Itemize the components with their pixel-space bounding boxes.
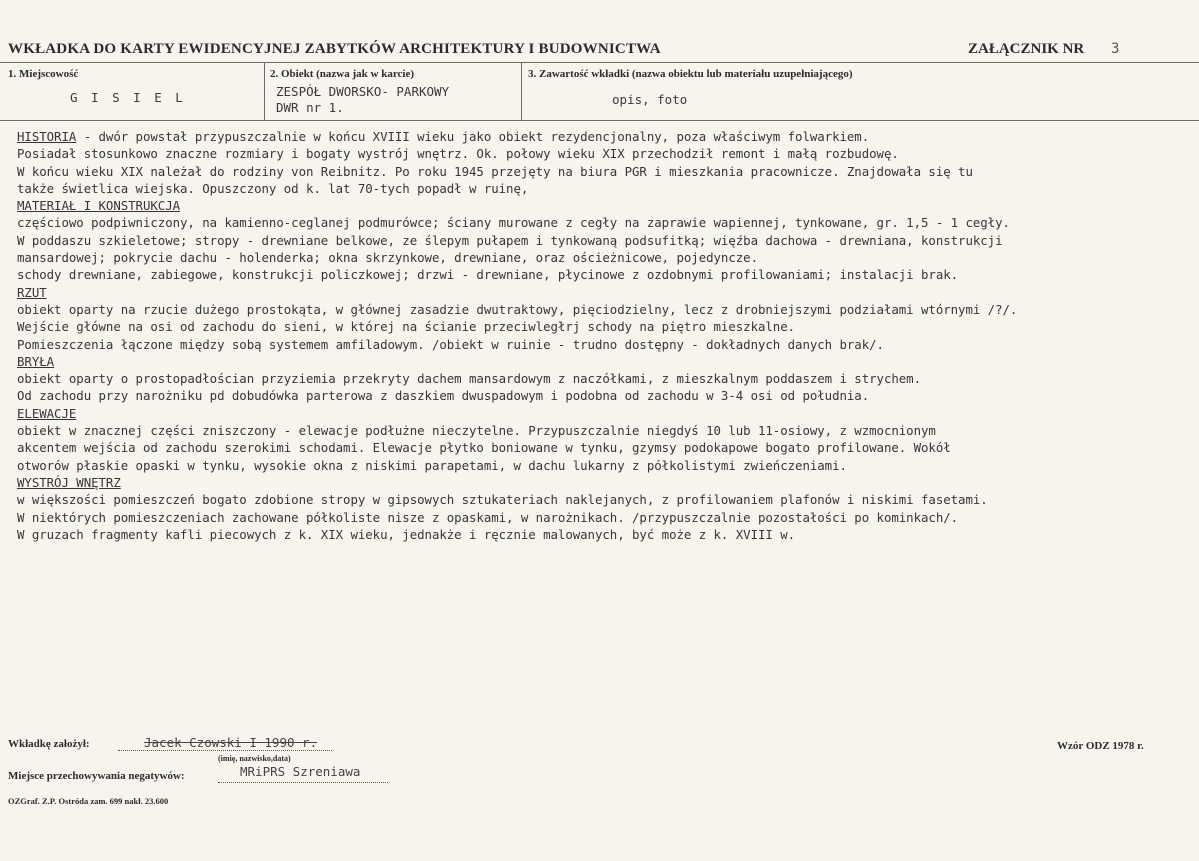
attachment-number: 3	[1111, 41, 1120, 57]
historia-line-2: Posiadał stosunkowo znaczne rozmiary i bogaty wystrój wnętrz. Ok. połowy wieku XIX przechodził remont i małą rozbudowę.	[17, 146, 899, 162]
elewacje-line-3: otworów płaskie opaski w tynku, wysokie okna z niskimi parapetami, w dachu lukarny z półkolistymi zwieńczeniami.	[17, 457, 847, 473]
storage-value: MRiPRS Szreniawa	[240, 764, 361, 779]
form-title: WKŁADKA DO KARTY EWIDENCYJNEJ ZABYTKÓW ARCHITEKTURY I BUDOWNICTWA	[8, 41, 661, 57]
founded-dotted-line	[118, 750, 332, 751]
form-model: Wzór ODZ 1978 r.	[1057, 740, 1144, 752]
field-divider-2	[521, 62, 522, 120]
elewacje-line-2: akcentem wejścia od zachodu szerokimi schodami. Elewacje płytko boniowane w tynku, gzymsy podokapowe bogato profilowane. Wokół	[17, 440, 951, 456]
wystroj-line-3: W gruzach fragmenty kafli piecowych z k. XIX wieku, jednakże i ręcznie malowanych, być może z k. XVIII w.	[17, 526, 796, 542]
historia-heading: HISTORIA	[17, 129, 77, 144]
historia-line-1: HISTORIA - dwór powstał przypuszczalnie w końcu XVIII wieku jako obiekt rezydencjonalny, poza właściwym folwarkiem.	[17, 129, 870, 144]
founded-label: Wkładkę założył:	[8, 738, 90, 750]
material-line-1: częściowo podpiwniczony, na kamienno-ceglanej podmurówce; ściany murowane z cegły na zaprawie wapiennej, tynkowane, gr. 1,5 - 1 cegły.	[17, 215, 1010, 231]
description-body	[17, 128, 1187, 543]
material-line-2: W poddaszu szkieletowe; stropy - drewniane belkowe, ze ślepym pułapem i tynkowaną podsufitką; więźba dachowa - drewniana, konstrukcji	[17, 232, 1003, 248]
bryla-line-1: obiekt oparty o prostopadłościan przyziemia przekryty dachem mansardowym z naczółkami, z mieszkalnym poddaszem i strychem.	[17, 371, 921, 387]
locality-label: 1. Miejscowość	[8, 68, 79, 80]
fields-rule	[0, 120, 1199, 121]
rzut-line-3: Pomieszczenia łączone między sobą systemem amfiladowym. /obiekt w ruinie - trudno dostępny - dokładnych danych brak/.	[17, 336, 884, 352]
material-line-3: mansardowej; pokrycie dachu - holenderka; okna skrzynkowe, drewniane, oraz ościeżnicowe, pojedyncze.	[17, 250, 758, 266]
contents-value: opis, foto	[612, 92, 688, 107]
rzut-line-1: obiekt oparty na rzucie dużego prostokąta, w głównej zasadzie dwutraktowy, pięciodzielny, lecz z drobniejszymi podziałami wtórnymi /?/.	[17, 301, 1018, 317]
header-rule	[0, 62, 1199, 63]
rzut-line-2: Wejście główne na osi od zachodu do sieni, w której na ścianie przeciwległrj schody na piętro mieszkalne.	[17, 319, 796, 335]
printer-imprint: OZGraf. Z.P. Ostróda zam. 699 nakł. 23.600	[8, 796, 169, 806]
historia-line-4: także świetlica wiejska. Opuszczony od k. lat 70-tych popadł w ruinę,	[17, 180, 529, 196]
storage-label: Miejsce przechowywania negatywów:	[8, 770, 185, 782]
locality-value: G I S I E L	[70, 90, 186, 105]
object-value-line1: ZESPÓŁ DWORSKO- PARKOWY	[276, 84, 450, 99]
attachment-label: ZAŁĄCZNIK NR	[968, 41, 1085, 57]
material-heading: MATERIAŁ I KONSTRUKCJA	[17, 198, 181, 214]
contents-label: 3. Zawartość wkładki (nazwa obiektu lub materiału uzupełniającego)	[528, 68, 853, 80]
founded-value: Jacek Czowski I 1990 r.	[144, 735, 318, 750]
founded-caption: (imię, nazwisko,data)	[218, 754, 291, 763]
elewacje-line-1: obiekt w znacznej części zniszczony - elewacje podłużne nieczytelne. Przypuszczalnie niegdyś 10 lub 11-osiowy, z wzmocnionym	[17, 423, 936, 439]
storage-dotted-line	[218, 782, 388, 783]
object-value-line2: DWR nr 1.	[276, 100, 344, 115]
wystroj-line-2: W niektórych pomieszczeniach zachowane półkoliste nisze z opaskami, w narożnikach. /przypuszczalnie pozostałości po kominkach/.	[17, 509, 959, 525]
material-line-4: schody drewniane, zabiegowe, konstrukcji policzkowej; drzwi - drewniane, płycinowe z ozdobnymi profilowaniami; instalacji brak.	[17, 267, 959, 283]
elewacje-heading: ELEWACJE	[17, 405, 77, 421]
object-label: 2. Obiekt (nazwa jak w karcie)	[270, 68, 415, 80]
bryla-heading: BRYŁA	[17, 353, 55, 369]
wystroj-line-1: w większości pomieszczeń bogato zdobione stropy w gipsowych sztukateriach naklejanych, z profilowaniem plafonów i niskimi fasetami.	[17, 492, 988, 508]
bryla-line-2: Od zachodu przy narożniku pd dobudówka parterowa z daszkiem dwuspadowym i podobna od zachodu w 3-4 osi od południa.	[17, 388, 870, 404]
wystroj-heading: WYSTRÓJ WNĘTRZ	[17, 474, 121, 490]
field-divider-1	[264, 62, 265, 120]
historia-line-3: W końcu wieku XIX należał do rodziny von Reibnitz. Po roku 1945 przejęty na biura PGR i mieszkania pracownicze. Znajdowała się tu	[17, 163, 973, 179]
rzut-heading: RZUT	[17, 284, 47, 300]
